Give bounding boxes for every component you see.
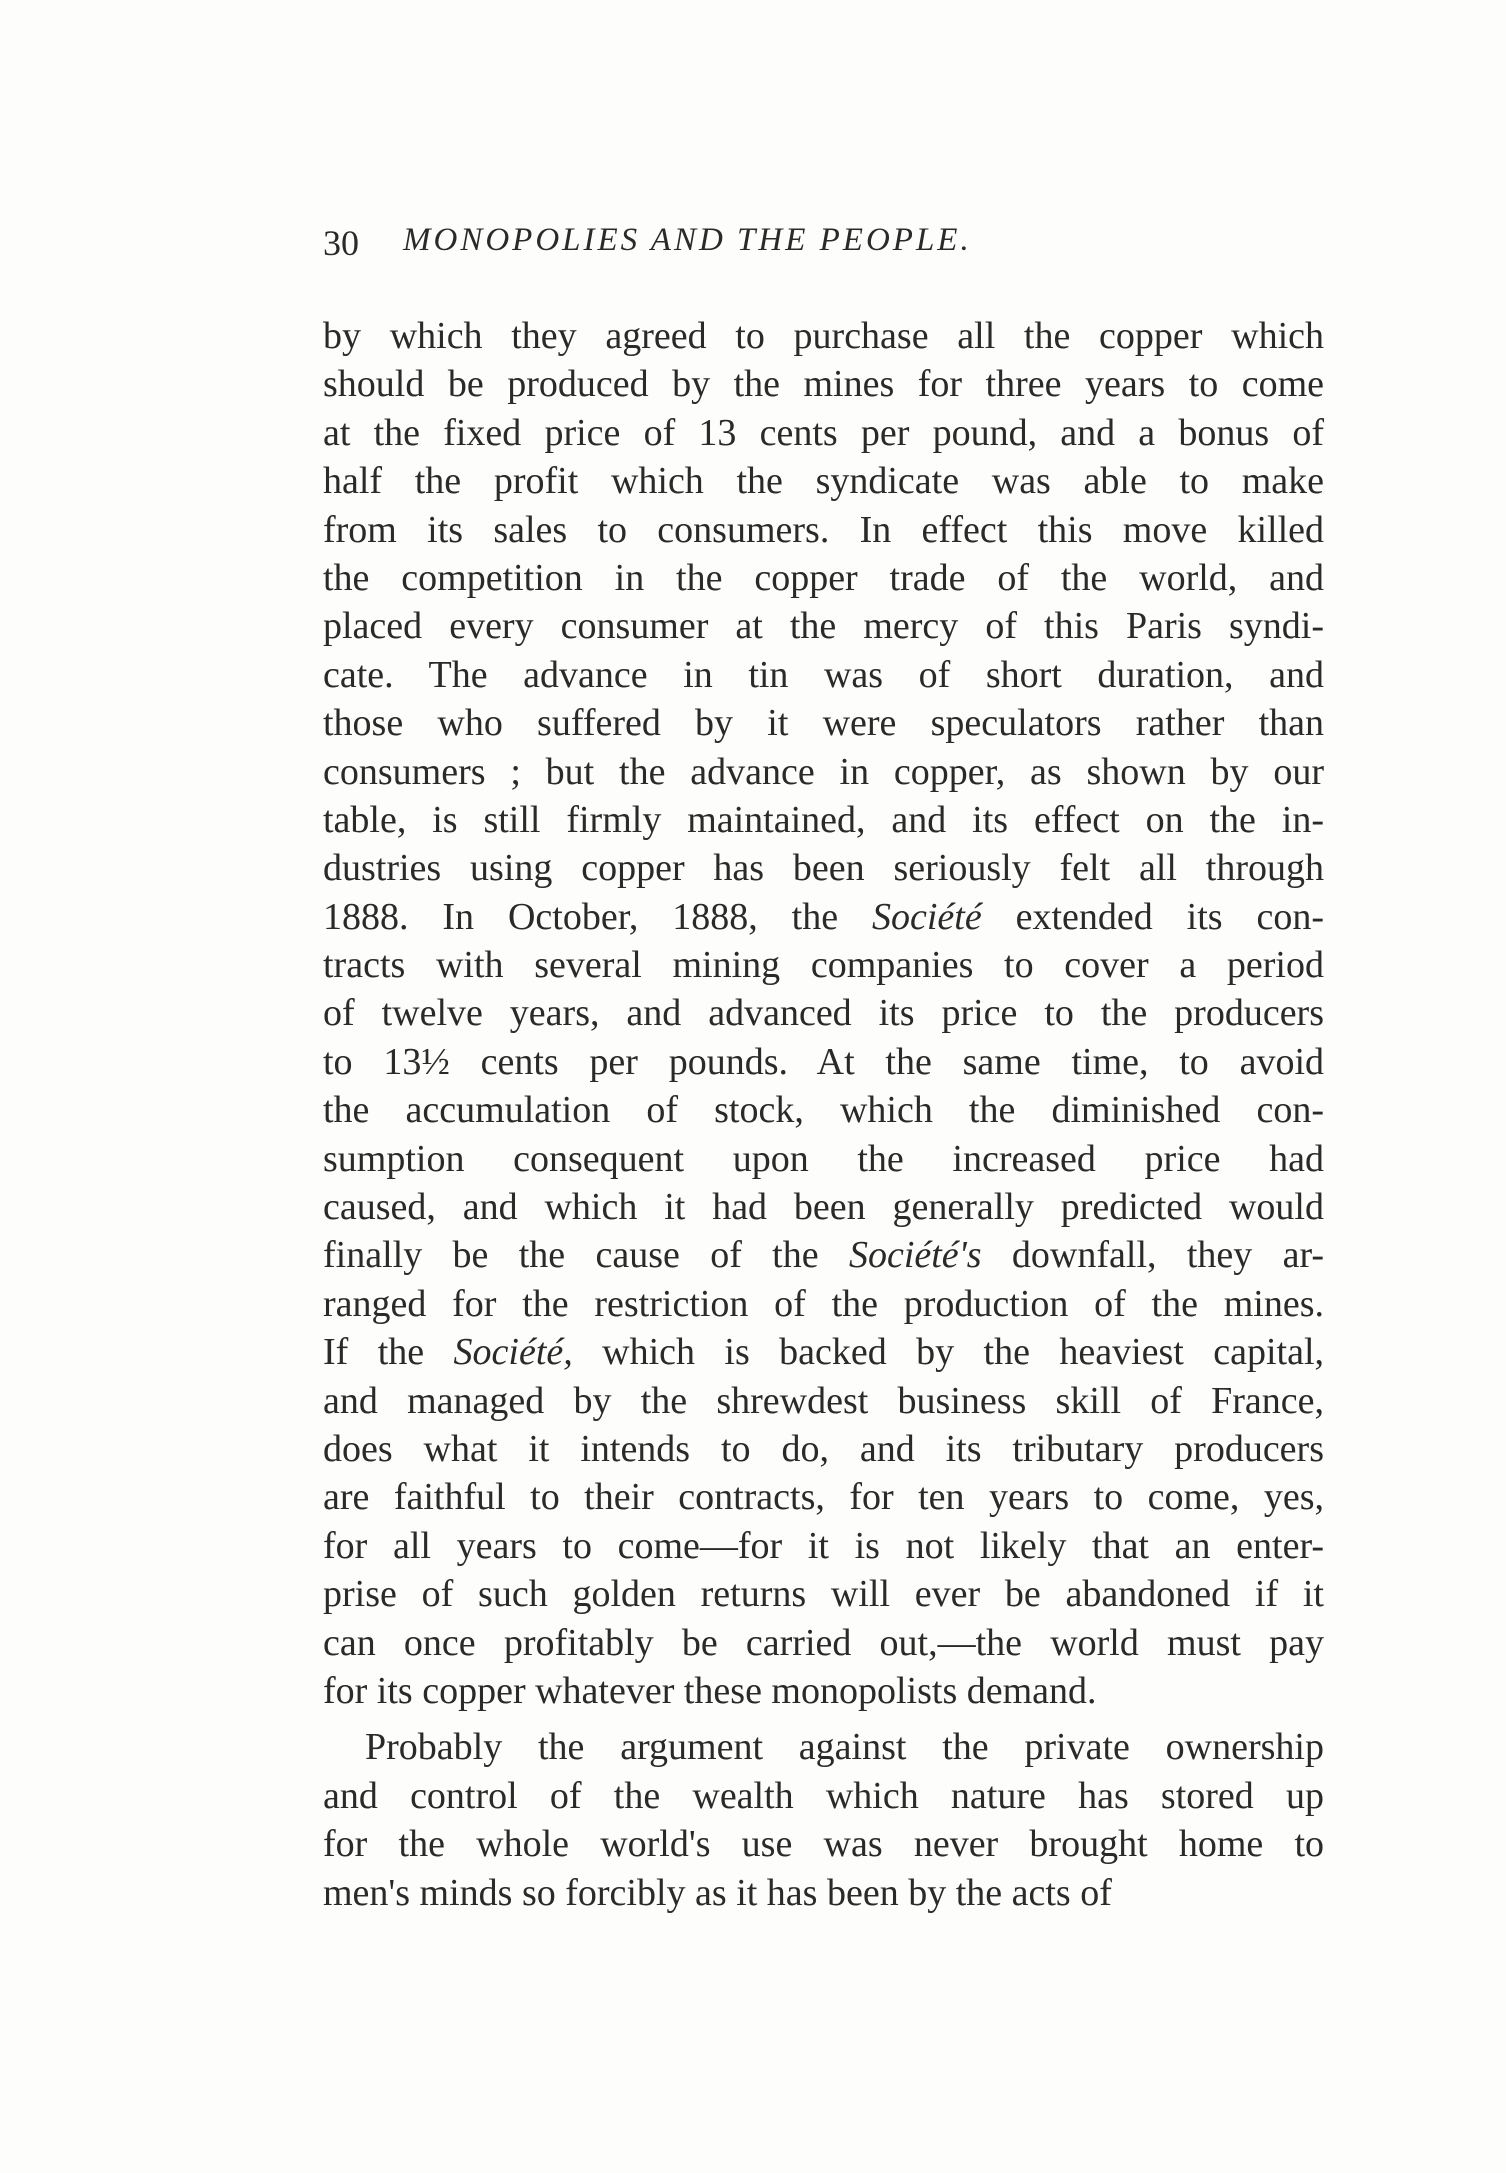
text-line [323,602,1324,650]
text-line [323,1086,1324,1134]
text-line [323,1135,1324,1183]
text-line [323,844,1324,892]
italic-text: Société, [453,1331,573,1374]
text-line [323,1183,1324,1231]
text-segment: those who suffered by it were speculators rather than [323,702,1324,745]
text-line [323,941,1324,989]
text-line [323,1570,1324,1618]
text-line [323,457,1324,505]
text-line [323,1723,1324,1771]
text-line [323,989,1324,1037]
text-line [323,699,1324,747]
text-line [323,360,1324,408]
text-line [323,554,1324,602]
paragraph [323,1723,1324,1917]
text-segment: and control of the wealth which nature has stored up [323,1774,1324,1817]
text-line [323,651,1324,699]
text-segment: 1888. In October, 1888, the [323,895,872,938]
running-title: MONOPOLIES AND THE PEOPLE. [403,222,972,258]
text-line [323,1820,1324,1868]
text-segment: by which they agreed to purchase all the copper which [323,315,1324,357]
text-line [323,1328,1324,1376]
text-line [323,312,1324,360]
text-segment: does what it intends to do, and its tributary producers [323,1427,1324,1470]
italic-text: Société's [848,1234,982,1277]
text-line [323,409,1324,457]
text-segment: cate. The advance in tin was of short duration, and [323,653,1324,696]
text-segment: for the whole world's use was never brought home to [323,1823,1324,1866]
text-segment: should be produced by the mines for three years to come [323,363,1324,406]
text-segment: tracts with several mining companies to cover a period [323,944,1324,987]
text-line [323,893,1324,941]
text-segment: for all years to come—for it is not likely that an enter- [323,1524,1324,1567]
text-line [323,1377,1324,1425]
text-segment: dustries using copper has been seriously felt all through [323,847,1324,890]
text-segment: finally be the cause of the [323,1234,849,1277]
text-segment: half the profit which the syndicate was able to make [323,460,1324,503]
text-segment: are faithful to their contracts, for ten years to come, yes, [323,1476,1324,1519]
text-segment: men's minds so forcibly as it has been by the acts of [323,1871,1112,1914]
text-line [323,1667,1324,1715]
text-segment: can once profitably be carried out,—the world must pay [323,1621,1324,1664]
text-segment: If the [323,1331,454,1374]
text-segment: prise of such golden returns will ever be abandoned if it [323,1573,1324,1616]
running-header [323,222,1324,272]
text-segment: the accumulation of stock, which the diminished con- [323,1089,1324,1132]
page-number: 30 [323,223,359,263]
text-line [323,748,1324,796]
text-segment: placed every consumer at the mercy of this Paris syndi- [323,605,1324,648]
text-line [323,1473,1324,1521]
text-segment: downfall, they ar- [981,1234,1325,1277]
text-line [323,1619,1324,1667]
text-line [323,1231,1324,1279]
text-segment: the competition in the copper trade of the world, and [323,556,1324,599]
text-segment: caused, and which it had been generally predicted would [323,1186,1324,1229]
text-segment: for its copper whatever these monopolists demand. [323,1669,1097,1712]
text-segment: and managed by the shrewdest business skill of France, [323,1379,1324,1422]
text-segment: Probably the argument against the private ownership [365,1726,1324,1769]
text-segment: from its sales to consumers. In effect this move killed [323,508,1324,551]
text-segment: to 13½ cents per pounds. At the same time, to avoid [323,1040,1324,1083]
text-line [323,1869,1324,1917]
text-line [323,506,1324,554]
text-segment: of twelve years, and advanced its price to the producers [323,992,1324,1035]
text-line [323,1522,1324,1570]
paragraph [323,312,1324,1715]
text-line [323,1280,1324,1328]
text-segment: table, is still firmly maintained, and its effect on the in- [323,798,1324,841]
text-line [323,1038,1324,1086]
italic-text: Société [871,895,982,938]
text-segment: ranged for the restriction of the production of the mines. [323,1282,1324,1325]
text-line [323,1772,1324,1820]
text-segment: sumption consequent upon the increased price had [323,1137,1324,1180]
text-segment: at the fixed price of 13 cents per pound, and a bonus of [323,411,1324,454]
text-segment: consumers ; but the advance in copper, as shown by our [323,750,1324,793]
body-text [323,312,1324,1925]
text-line [323,1425,1324,1473]
text-segment: extended its con- [981,895,1324,938]
text-line [323,796,1324,844]
text-segment: which is backed by the heaviest capital, [572,1331,1325,1374]
